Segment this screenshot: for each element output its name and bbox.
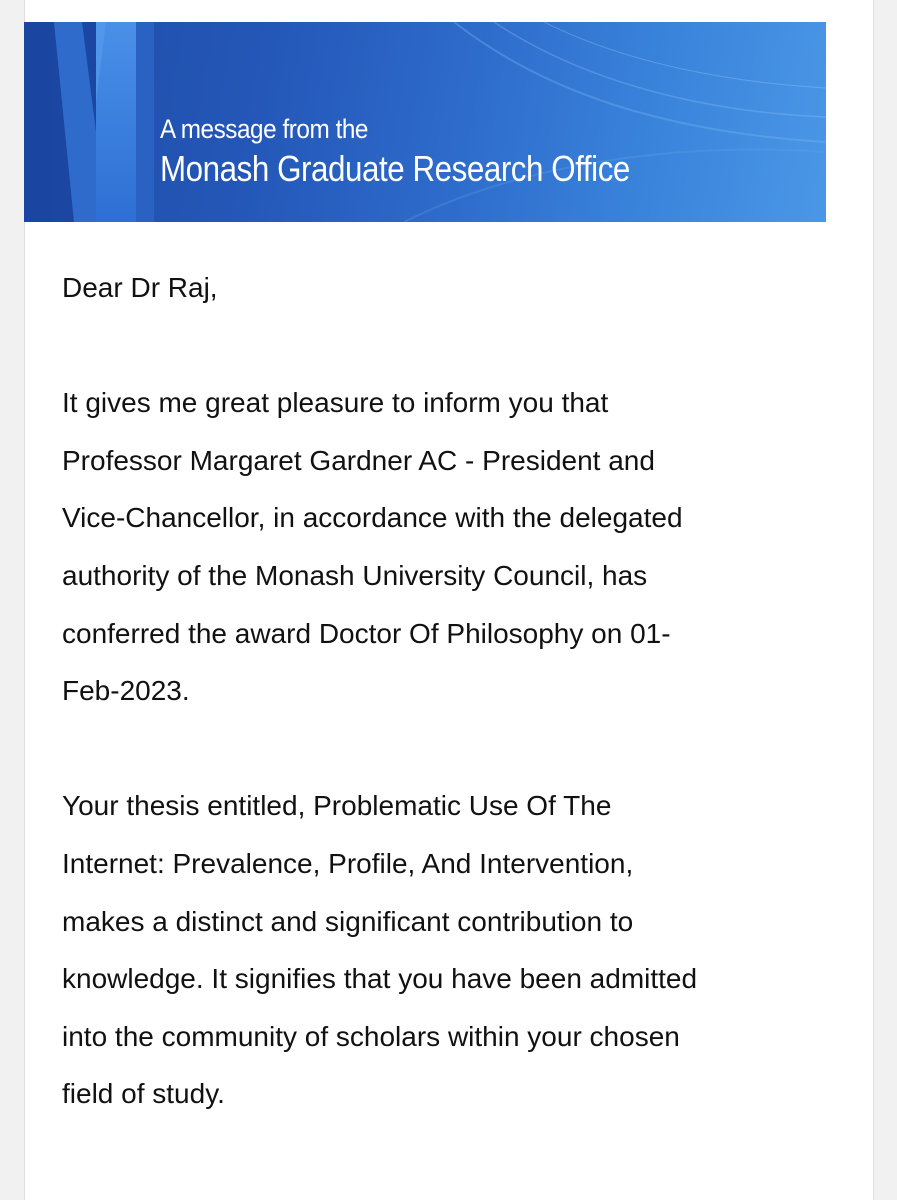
paragraph-line: knowledge. It signifies that you have been admitted bbox=[62, 963, 698, 995]
banner-office-name: Monash Graduate Research Office bbox=[160, 148, 630, 189]
spacer bbox=[62, 317, 822, 375]
paragraph-line: field of study. bbox=[62, 1078, 225, 1110]
spacer bbox=[62, 720, 822, 778]
paragraph-line: Feb-2023. bbox=[62, 675, 190, 707]
paragraph-line: into the community of scholars within your chosen bbox=[62, 1020, 680, 1052]
paragraph-thesis bbox=[62, 777, 822, 1123]
email-body bbox=[62, 259, 822, 1123]
paragraph-line: Internet: Prevalence, Profile, And Intervention, bbox=[62, 847, 634, 879]
monash-banner bbox=[24, 22, 826, 222]
greeting: Dear Dr Raj, bbox=[62, 272, 218, 303]
paragraph-line: authority of the Monash University Council, has bbox=[62, 559, 648, 591]
paragraph-conferral bbox=[62, 374, 822, 720]
paragraph-line: makes a distinct and significant contribution to bbox=[62, 905, 634, 937]
banner-title bbox=[160, 114, 700, 190]
paragraph-line: Professor Margaret Gardner AC - President and bbox=[62, 444, 655, 476]
paragraph-line: It gives me great pleasure to inform you that bbox=[62, 387, 609, 419]
paragraph-line: Your thesis entitled, Problematic Use Of The bbox=[62, 790, 612, 822]
banner-subtitle: A message from the bbox=[160, 114, 369, 144]
paragraph-line: Vice-Chancellor, in accordance with the delegated bbox=[62, 502, 683, 534]
paragraph-line: conferred the award Doctor Of Philosophy on 01- bbox=[62, 617, 671, 649]
